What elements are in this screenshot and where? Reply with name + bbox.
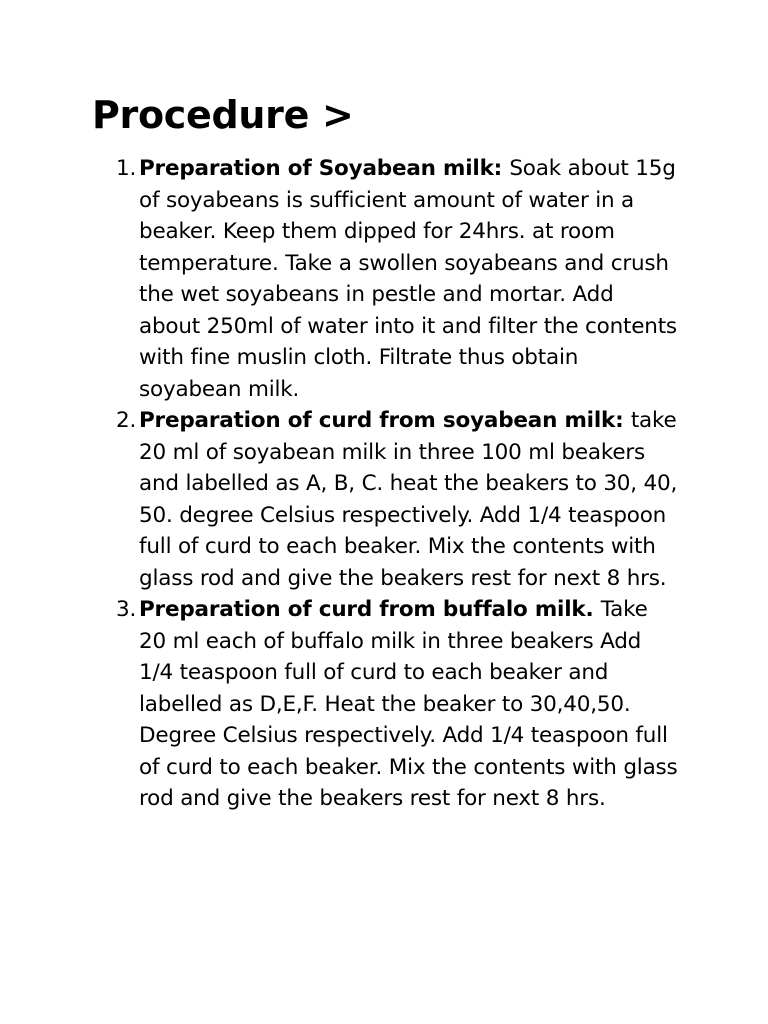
- step-text: Take 20 ml each of buffalo milk in three beakers Add 1/4 teaspoon full of curd to each beaker and labelled as D,E,F. Heat the beaker to 30,40,50. Degree Celsius respectively. Add 1/4 teaspoon full of curd to each beaker. Mix the contents with glass rod and give the beakers rest for next 8 hrs.: [139, 597, 678, 811]
- step-heading: Preparation of curd from buffalo milk.: [139, 597, 601, 622]
- procedure-step: [0, 594, 679, 815]
- step-heading: Preparation of Soyabean milk:: [139, 156, 510, 181]
- procedure-step: [0, 153, 679, 405]
- step-text: Soak about 15g of soyabeans is sufficient amount of water in a beaker. Keep them dipped for 24hrs. at room temperature. Take a swollen soyabeans and crush the wet soyabeans in pestle and mortar. Add about 250ml of water into it and filter the contents with fine muslin cloth. Filtrate thus obtain soyabean milk.: [139, 156, 677, 402]
- step-number: 2.: [116, 408, 137, 433]
- procedure-list: [0, 153, 768, 815]
- step-text: take 20 ml of soyabean milk in three 100 ml beakers and labelled as A, B, C. heat the beakers to 30, 40, 50. degree Celsius respectively. Add 1/4 teaspoon full of curd to each beaker. Mix the contents with glass rod and give the beakers rest for next 8 hrs.: [139, 408, 678, 591]
- step-number: 1.: [116, 156, 137, 181]
- step-heading: Preparation of curd from soyabean milk:: [139, 408, 631, 433]
- page-title: Procedure >: [92, 93, 354, 137]
- step-number: 3.: [116, 597, 137, 622]
- procedure-step: [0, 405, 679, 594]
